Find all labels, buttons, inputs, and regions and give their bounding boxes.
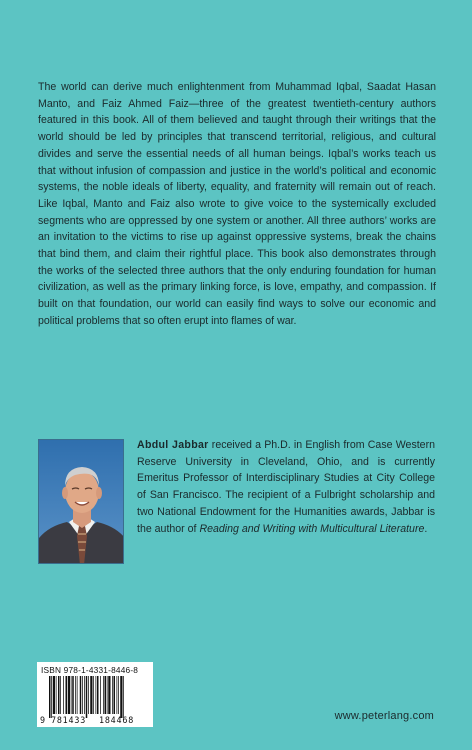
barcode-bar	[77, 676, 78, 714]
author-name: Abdul Jabbar	[137, 439, 209, 451]
barcode-bar	[96, 676, 97, 714]
author-book-title: Reading and Writing with Multicultural Literature	[199, 522, 425, 535]
barcode-bars	[41, 676, 149, 718]
author-bio	[137, 437, 435, 537]
isbn-barcode	[37, 662, 153, 727]
author-bio-text: received a Ph.D. in English from Case Western Reserve University in Cleveland, Ohio, and is currently Emeritus Professor of Interdisciplinary Studies at City College of San Francisco. The recipient of a Fulbright scholarship and two National Endowment for the Humanities awards, Jabbar is the author of	[137, 439, 435, 535]
barcode-bar	[82, 676, 83, 714]
author-bio-end: .	[424, 522, 428, 535]
barcode-bar	[66, 676, 68, 714]
barcode-digits	[37, 715, 153, 727]
barcode-digit-lead: 9	[40, 715, 46, 725]
isbn-label: ISBN 978-1-4331-8446-8	[41, 665, 139, 675]
barcode-bar	[114, 676, 116, 714]
barcode-bar	[56, 676, 57, 714]
barcode-bar	[86, 676, 88, 718]
barcode-bar	[63, 676, 64, 714]
barcode-digits-right: 184468	[99, 715, 135, 725]
barcode-bar	[80, 676, 82, 714]
barcode-bar	[88, 676, 89, 714]
author-photo	[38, 439, 124, 564]
barcode-bar	[103, 676, 104, 714]
barcode-bar	[58, 676, 60, 714]
barcode-bar	[72, 676, 74, 714]
barcode-bar	[100, 676, 101, 714]
barcode-bar	[118, 676, 119, 714]
barcode-bar	[97, 676, 99, 714]
back-cover-blurb: The world can derive much enlightenment from Muhammad Iqbal, Saadat Hasan Manto, and Faiz Ahmed Faiz—three of the greatest twentieth-century authors featured in this book. All of them believed and taught through their writings that the world should be led by principles that transcend territorial, religious, and cultural divides and serve the essential needs of all human beings. Iqbal’s works teach us that without infusion of compassion and justice in the world’s political and economic systems, the noble ideals of liberty, equality, and fraternity will remain out of reach. Like Iqbal, Manto and Faiz also wrote to give voice to the systemically excluded segments who are oppressed by one system or another. All three authors’ works are an invitation to the victims to rise up against oppressive systems, break the chains that bind them, and claim their rightful place. This book also demonstrates through the works of the selected three authors that the only enduring foundation for human civilization, as well as the primary linking force, is love, empathy, and compassion. If built on that foundation, our world can easily find ways to solve our economic and political problems that so often erupt into flames of war.	[38, 81, 436, 327]
barcode-bar	[68, 676, 70, 714]
barcode-bar	[71, 676, 72, 714]
barcode-bar	[90, 676, 92, 714]
barcode-bar	[60, 676, 61, 714]
barcode-bar	[105, 676, 107, 714]
barcode-bar	[93, 676, 94, 714]
publisher-website: www.peterlang.com	[334, 710, 434, 722]
barcode-bar	[108, 676, 110, 714]
barcode-bar	[120, 676, 122, 718]
barcode-bar	[53, 676, 55, 714]
barcode-bar	[117, 676, 118, 714]
barcode-bar	[123, 676, 124, 718]
barcode-bar	[49, 676, 51, 718]
barcode-bar	[107, 676, 108, 714]
barcode-digits-left: 781433	[51, 715, 87, 725]
barcode-bar	[51, 676, 52, 718]
barcode-bar	[112, 676, 113, 714]
barcode-bar	[75, 676, 76, 714]
barcode-bar	[84, 676, 85, 714]
